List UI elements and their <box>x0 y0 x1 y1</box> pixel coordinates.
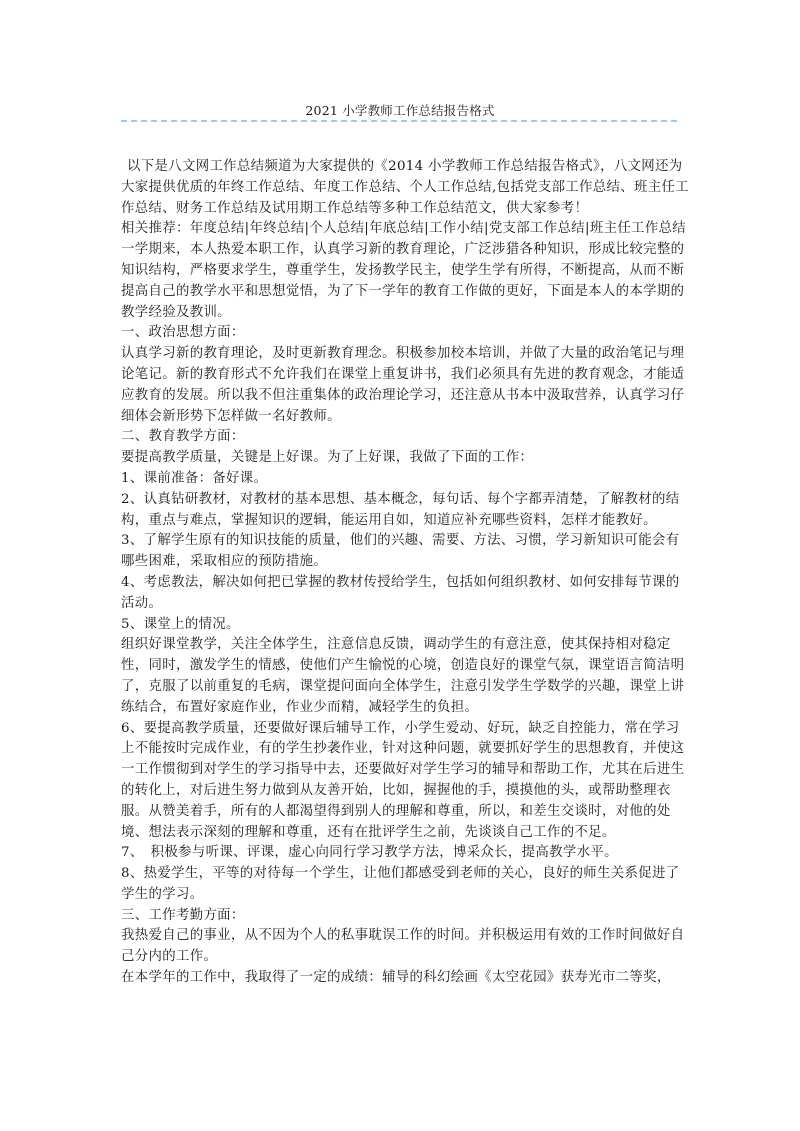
body-paragraph: 组织好课堂教学，关注全体学生，注意信息反馈，调动学生的有意注意，使其保持相对稳定性，同时，激发学生的情感，使他们产生愉悦的心境，创造良好的课堂气氛，课堂语言简洁明了，克服了以前重复的毛病，课堂提问面向全体学生，注意引发学生学数学的兴趣，课堂上讲练结合，布置好家庭作业，作业少而精，减轻学生的负担。 <box>121 637 685 715</box>
section-heading: 二、教育教学方面： <box>121 429 245 445</box>
list-item: 1、课前准备：备好课。 <box>121 470 268 486</box>
body-paragraph: 一学期来，本人热爱本职工作，认真学习新的教育理论，广泛涉猎各种知识，形成比较完整的知识结构，严格要求学生，尊重学生，发扬教学民主，使学生学有所得，不断提高，从而不断提高自己的教学水平和思想觉悟，为了下一学年的教育工作做的更好，下面是本人的本学期的教学经验及教训。 <box>121 242 685 320</box>
section-heading: 三、工作考勤方面： <box>121 907 245 923</box>
list-item: 6、要提高教学质量，还要做好课后辅导工作，小学生爱动、好玩，缺乏自控能力，常在学习上不能按时完成作业，有的学生抄袭作业，针对这种问题，就要抓好学生的思想教育，并使这一工作惯彻到对学生的学习指导中去，还要做好对学生学习的辅导和帮助工作，尤其在后进生的转化上，对后进生努力做到从友善开始，比如，握握他的手，摸摸他的头，或帮助整理衣服。从赞美着手，所有的人都渴望得到别人的理解和尊重，所以，和差生交谈时，对他的处境、想法表示深刻的理解和尊重，还有在批评学生之前，先谈谈自己工作的不足。 <box>121 720 685 840</box>
document-body <box>121 157 689 989</box>
intro-paragraph: 以下是八文网工作总结频道为大家提供的《2014 小学教师工作总结报告格式》，八文网还为大家提供优质的年终工作总结、年度工作总结、个人工作总结,包括党支部工作总结、班主任工作总结、财务工作总结及试用期工作总结等多种工作总结范文，供大家参考！ <box>121 159 689 216</box>
document-title: 2021 小学教师工作总结报告格式 <box>305 103 495 118</box>
list-item: 8、热爱学生，平等的对待每一个学生，让他们都感受到老师的关心，良好的师生关系促进了学生的学习。 <box>121 866 680 902</box>
body-paragraph: 在本学年的工作中，我取得了一定的成绩：辅导的科幻绘画《太空花园》获寿光市二等奖， <box>121 970 671 986</box>
section-heading: 一、政治思想方面： <box>121 325 245 341</box>
list-item: 7、 积极参与听课、评课，虚心向同行学习教学方法，博采众长，提高教学水平。 <box>121 845 618 861</box>
title-divider <box>121 120 677 122</box>
body-paragraph: 我热爱自己的事业，从不因为个人的私事耽误工作的时间。并积极运用有效的工作时间做好自己分内的工作。 <box>121 928 685 965</box>
list-item: 4、考虑教法，解决如何把已掌握的教材传授给学生，包括如何组织教材、如何安排每节课的活动。 <box>121 574 680 611</box>
body-paragraph: 认真学习新的教育理论，及时更新教育理念。积极参加校本培训，并做了大量的政治笔记与理论笔记。新的教育形式不允许我们在课堂上重复讲书，我们必须具有先进的教育观念，才能适应教育的发展。所以我不但注重集体的政治理论学习，还注意从书本中汲取营养，认真学习仔细体会新形势下怎样做一名好教师。 <box>121 346 685 424</box>
list-item: 2、认真钻研教材，对教材的基本思想、基本概念，每句话、每个字都弄清楚，了解教材的结构，重点与难点，掌握知识的逻辑，能运用自如，知道应补充哪些资料，怎样才能教好。 <box>121 491 680 528</box>
body-paragraph: 要提高教学质量，关键是上好课。为了上好课，我做了下面的工作： <box>121 450 534 466</box>
list-item: 3、了解学生原有的知识技能的质量，他们的兴趣、需要、方法、习惯，学习新知识可能会有哪些困难，采取相应的预防措施。 <box>121 533 680 570</box>
list-item: 5、课堂上的情况。 <box>121 616 240 632</box>
related-recommendations: 相关推荐：年度总结|年终总结|个人总结|年底总结|工作小结|党支部工作总结|班主任工作总结 <box>121 221 687 237</box>
